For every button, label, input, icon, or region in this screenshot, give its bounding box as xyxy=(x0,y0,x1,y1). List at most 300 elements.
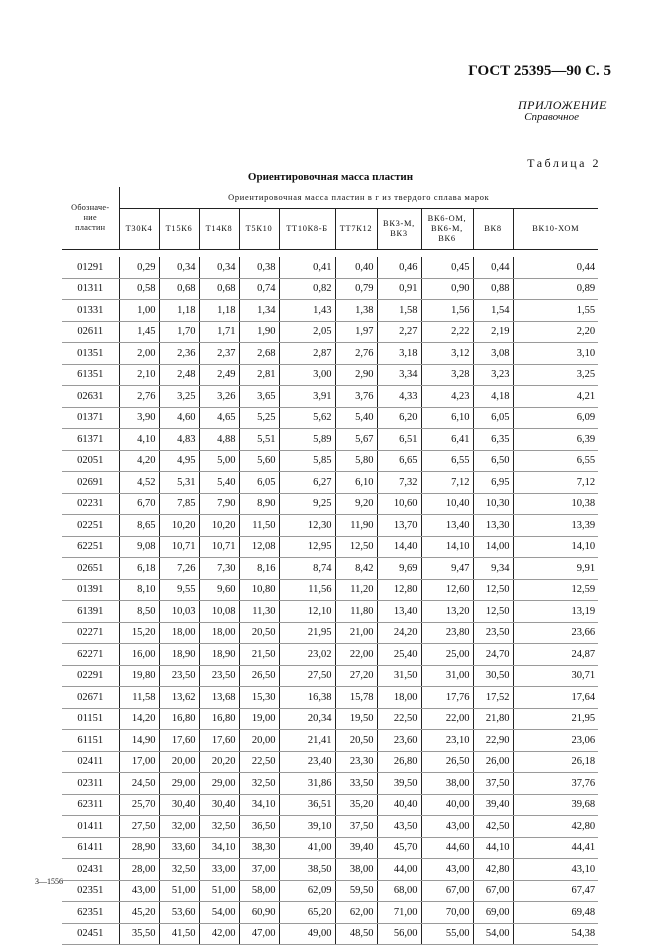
column-header xyxy=(513,209,598,250)
mass-cell: 3,25 xyxy=(159,386,199,408)
mass-cell: 8,16 xyxy=(239,558,279,580)
mass-cell: 9,25 xyxy=(279,493,335,515)
mass-cell: 6,95 xyxy=(473,472,513,494)
mass-cell: 18,90 xyxy=(199,644,239,666)
mass-cell: 9,34 xyxy=(473,558,513,580)
mass-cell: 1,97 xyxy=(335,321,377,343)
mass-cell: 11,20 xyxy=(335,579,377,601)
mass-cell: 4,65 xyxy=(199,407,239,429)
mass-cell: 1,55 xyxy=(513,300,598,322)
column-header-row xyxy=(62,209,598,250)
mass-cell: 5,40 xyxy=(199,472,239,494)
table-title: Ориентировочная масса пластин xyxy=(247,171,414,183)
mass-cell: 26,80 xyxy=(377,751,421,773)
mass-cell: 3,26 xyxy=(199,386,239,408)
mass-cell: 18,00 xyxy=(199,622,239,644)
mass-cell: 6,10 xyxy=(335,472,377,494)
plate-designation-cell: 02431 xyxy=(62,859,119,881)
mass-cell: 23,30 xyxy=(335,751,377,773)
mass-cell: 1,45 xyxy=(119,321,159,343)
mass-cell: 12,59 xyxy=(513,579,598,601)
mass-cell: 14,40 xyxy=(377,536,421,558)
mass-cell: 14,10 xyxy=(513,536,598,558)
mass-cell: 2,76 xyxy=(335,343,377,365)
mass-cell: 9,69 xyxy=(377,558,421,580)
mass-cell: 51,00 xyxy=(159,880,199,902)
mass-cell: 2,68 xyxy=(239,343,279,365)
plate-designation-cell: 02251 xyxy=(62,515,119,537)
mass-cell: 0,34 xyxy=(199,257,239,278)
mass-cell: 3,18 xyxy=(377,343,421,365)
table-row xyxy=(62,665,598,687)
mass-cell: 16,80 xyxy=(159,708,199,730)
mass-cell: 29,00 xyxy=(199,773,239,795)
mass-cell: 3,12 xyxy=(421,343,473,365)
mass-cell: 14,00 xyxy=(473,536,513,558)
column-header xyxy=(159,209,199,250)
mass-cell: 4,95 xyxy=(159,450,199,472)
mass-cell: 8,74 xyxy=(279,558,335,580)
mass-cell: 6,09 xyxy=(513,407,598,429)
mass-cell: 5,67 xyxy=(335,429,377,451)
mass-cell: 36,51 xyxy=(279,794,335,816)
column-header xyxy=(421,209,473,250)
mass-cell: 38,50 xyxy=(279,859,335,881)
mass-cell: 71,00 xyxy=(377,902,421,924)
mass-cell: 15,20 xyxy=(119,622,159,644)
mass-cell: 3,76 xyxy=(335,386,377,408)
mass-cell: 21,80 xyxy=(473,708,513,730)
mass-cell: 67,00 xyxy=(473,880,513,902)
column-header xyxy=(239,209,279,250)
mass-cell: 14,10 xyxy=(421,536,473,558)
mass-cell: 0,44 xyxy=(473,257,513,278)
mass-cell: 12,50 xyxy=(473,601,513,623)
mass-cell: 12,95 xyxy=(279,536,335,558)
mass-cell: 44,41 xyxy=(513,837,598,859)
plate-designation-cell: 62271 xyxy=(62,644,119,666)
mass-cell: 0,68 xyxy=(159,278,199,300)
mass-cell: 26,50 xyxy=(421,751,473,773)
mass-cell: 2,49 xyxy=(199,364,239,386)
mass-cell: 0,82 xyxy=(279,278,335,300)
mass-cell: 10,40 xyxy=(421,493,473,515)
plate-designation-cell: 01371 xyxy=(62,407,119,429)
mass-cell: 13,70 xyxy=(377,515,421,537)
mass-cell: 7,26 xyxy=(159,558,199,580)
mass-cell: 4,10 xyxy=(119,429,159,451)
mass-cell: 6,70 xyxy=(119,493,159,515)
mass-cell: 3,23 xyxy=(473,364,513,386)
mass-cell: 6,65 xyxy=(377,450,421,472)
plate-designation-cell: 61371 xyxy=(62,429,119,451)
mass-cell: 54,38 xyxy=(513,923,598,945)
column-header-line: ВК8 xyxy=(484,224,502,233)
mass-cell: 65,20 xyxy=(279,902,335,924)
mass-cell: 2,20 xyxy=(513,321,598,343)
mass-cell: 62,09 xyxy=(279,880,335,902)
plate-designation-cell: 61411 xyxy=(62,837,119,859)
mass-cell: 4,88 xyxy=(199,429,239,451)
mass-cell: 31,00 xyxy=(421,665,473,687)
mass-cell: 21,95 xyxy=(513,708,598,730)
mass-cell: 34,10 xyxy=(239,794,279,816)
table-row xyxy=(62,450,598,472)
mass-cell: 8,65 xyxy=(119,515,159,537)
mass-cell: 44,10 xyxy=(473,837,513,859)
mass-cell: 39,68 xyxy=(513,794,598,816)
mass-cell: 23,50 xyxy=(199,665,239,687)
mass-cell: 13,40 xyxy=(421,515,473,537)
mass-cell: 5,89 xyxy=(279,429,335,451)
column-header-line: Т15К6 xyxy=(165,224,193,233)
mass-cell: 0,34 xyxy=(159,257,199,278)
mass-cell: 36,50 xyxy=(239,816,279,838)
mass-cell: 0,91 xyxy=(377,278,421,300)
plate-designation-cell: 02411 xyxy=(62,751,119,773)
table-row xyxy=(62,472,598,494)
mass-cell: 0,89 xyxy=(513,278,598,300)
mass-cell: 24,87 xyxy=(513,644,598,666)
mass-cell: 2,90 xyxy=(335,364,377,386)
mass-cell: 45,70 xyxy=(377,837,421,859)
plate-designation-cell: 01311 xyxy=(62,278,119,300)
table-row xyxy=(62,558,598,580)
mass-cell: 6,50 xyxy=(473,450,513,472)
column-header xyxy=(119,209,159,250)
mass-cell: 3,10 xyxy=(513,343,598,365)
mass-cell: 44,00 xyxy=(377,859,421,881)
mass-cell: 3,34 xyxy=(377,364,421,386)
mass-cell: 39,40 xyxy=(335,837,377,859)
mass-cell: 13,68 xyxy=(199,687,239,709)
mass-cell: 21,41 xyxy=(279,730,335,752)
mass-cell: 62,00 xyxy=(335,902,377,924)
mass-cell: 2,48 xyxy=(159,364,199,386)
mass-cell: 33,60 xyxy=(159,837,199,859)
mass-cell: 7,90 xyxy=(199,493,239,515)
plate-designation-cell: 01291 xyxy=(62,257,119,278)
mass-cell: 2,37 xyxy=(199,343,239,365)
mass-cell: 24,70 xyxy=(473,644,513,666)
table-row xyxy=(62,386,598,408)
column-header-line: Т5К10 xyxy=(245,224,273,233)
mass-cell: 13,40 xyxy=(377,601,421,623)
mass-cell: 5,62 xyxy=(279,407,335,429)
mass-cell: 2,00 xyxy=(119,343,159,365)
mass-cell: 1,58 xyxy=(377,300,421,322)
mass-cell: 12,50 xyxy=(473,579,513,601)
mass-cell: 54,00 xyxy=(473,923,513,945)
mass-cell: 23,80 xyxy=(421,622,473,644)
mass-cell: 37,50 xyxy=(473,773,513,795)
mass-cell: 27,20 xyxy=(335,665,377,687)
mass-cell: 3,91 xyxy=(279,386,335,408)
table-row xyxy=(62,579,598,601)
plate-designation-cell: 61391 xyxy=(62,601,119,623)
mass-cell: 2,05 xyxy=(279,321,335,343)
mass-cell: 20,20 xyxy=(199,751,239,773)
mass-cell: 49,00 xyxy=(279,923,335,945)
mass-cell: 9,20 xyxy=(335,493,377,515)
mass-cell: 25,40 xyxy=(377,644,421,666)
mass-cell: 22,50 xyxy=(377,708,421,730)
mass-cell: 4,18 xyxy=(473,386,513,408)
table-row xyxy=(62,687,598,709)
mass-cell: 17,52 xyxy=(473,687,513,709)
plate-mass-table xyxy=(62,187,598,945)
mass-cell: 4,60 xyxy=(159,407,199,429)
mass-cell: 25,00 xyxy=(421,644,473,666)
mass-cell: 10,80 xyxy=(239,579,279,601)
mass-cell: 22,00 xyxy=(335,644,377,666)
mass-cell: 59,50 xyxy=(335,880,377,902)
table-row xyxy=(62,923,598,945)
mass-cell: 7,32 xyxy=(377,472,421,494)
mass-cell: 68,00 xyxy=(377,880,421,902)
mass-cell: 16,80 xyxy=(199,708,239,730)
mass-cell: 42,00 xyxy=(199,923,239,945)
column-header-line: Т30К4 xyxy=(125,224,153,233)
mass-cell: 4,21 xyxy=(513,386,598,408)
mass-cell: 6,05 xyxy=(473,407,513,429)
mass-cell: 43,00 xyxy=(421,816,473,838)
mass-cell: 20,50 xyxy=(335,730,377,752)
mass-cell: 28,90 xyxy=(119,837,159,859)
mass-cell: 9,47 xyxy=(421,558,473,580)
mass-cell: 41,00 xyxy=(279,837,335,859)
mass-cell: 3,08 xyxy=(473,343,513,365)
column-header xyxy=(377,209,421,250)
mass-cell: 10,20 xyxy=(199,515,239,537)
mass-cell: 43,00 xyxy=(119,880,159,902)
mass-cell: 3,25 xyxy=(513,364,598,386)
mass-cell: 3,90 xyxy=(119,407,159,429)
mass-cell: 47,00 xyxy=(239,923,279,945)
mass-cell: 1,54 xyxy=(473,300,513,322)
mass-cell: 6,55 xyxy=(513,450,598,472)
plate-designation-cell: 61351 xyxy=(62,364,119,386)
mass-cell: 5,40 xyxy=(335,407,377,429)
mass-cell: 2,76 xyxy=(119,386,159,408)
mass-cell: 0,38 xyxy=(239,257,279,278)
mass-cell: 45,20 xyxy=(119,902,159,924)
column-header-line: ТТ10К8-Б xyxy=(286,224,328,233)
mass-cell: 0,44 xyxy=(513,257,598,278)
mass-cell: 7,12 xyxy=(513,472,598,494)
table-row xyxy=(62,859,598,881)
header-separator xyxy=(62,250,598,258)
mass-cell: 24,50 xyxy=(119,773,159,795)
table-row xyxy=(62,300,598,322)
mass-cell: 37,50 xyxy=(335,816,377,838)
mass-cell: 6,20 xyxy=(377,407,421,429)
table-row xyxy=(62,364,598,386)
mass-cell: 10,08 xyxy=(199,601,239,623)
mass-cell: 11,56 xyxy=(279,579,335,601)
mass-cell: 2,10 xyxy=(119,364,159,386)
mass-cell: 7,12 xyxy=(421,472,473,494)
plate-designation-cell: 02671 xyxy=(62,687,119,709)
column-header-line: ВК6 xyxy=(438,234,456,243)
mass-cell: 21,95 xyxy=(279,622,335,644)
mass-cell: 54,00 xyxy=(199,902,239,924)
mass-cell: 0,58 xyxy=(119,278,159,300)
plate-designation-cell: 01411 xyxy=(62,816,119,838)
plate-designation-cell: 02311 xyxy=(62,773,119,795)
table-row xyxy=(62,321,598,343)
mass-cell: 2,81 xyxy=(239,364,279,386)
mass-cell: 30,71 xyxy=(513,665,598,687)
mass-cell: 17,76 xyxy=(421,687,473,709)
plate-designation-cell: 02271 xyxy=(62,622,119,644)
mass-cell: 1,38 xyxy=(335,300,377,322)
id-header-line: ние xyxy=(83,213,97,222)
mass-cell: 39,50 xyxy=(377,773,421,795)
mass-cell: 1,70 xyxy=(159,321,199,343)
mass-cell: 38,00 xyxy=(421,773,473,795)
mass-cell: 30,50 xyxy=(473,665,513,687)
mass-cell: 15,30 xyxy=(239,687,279,709)
mass-cell: 8,50 xyxy=(119,601,159,623)
mass-cell: 5,31 xyxy=(159,472,199,494)
mass-cell: 28,00 xyxy=(119,859,159,881)
mass-cell: 58,00 xyxy=(239,880,279,902)
mass-cell: 69,48 xyxy=(513,902,598,924)
mass-cell: 9,55 xyxy=(159,579,199,601)
mass-cell: 11,58 xyxy=(119,687,159,709)
mass-cell: 35,50 xyxy=(119,923,159,945)
table-row xyxy=(62,536,598,558)
column-header xyxy=(473,209,513,250)
mass-cell: 31,50 xyxy=(377,665,421,687)
mass-cell: 42,80 xyxy=(473,859,513,881)
mass-cell: 1,71 xyxy=(199,321,239,343)
mass-cell: 70,00 xyxy=(421,902,473,924)
mass-cell: 32,50 xyxy=(159,859,199,881)
table-row xyxy=(62,343,598,365)
plate-designation-cell: 02051 xyxy=(62,450,119,472)
mass-cell: 6,35 xyxy=(473,429,513,451)
mass-cell: 1,18 xyxy=(159,300,199,322)
mass-cell: 48,50 xyxy=(335,923,377,945)
mass-cell: 0,79 xyxy=(335,278,377,300)
mass-cell: 6,27 xyxy=(279,472,335,494)
mass-cell: 43,00 xyxy=(421,859,473,881)
mass-cell: 27,50 xyxy=(279,665,335,687)
mass-cell: 1,43 xyxy=(279,300,335,322)
mass-cell: 8,90 xyxy=(239,493,279,515)
column-header-line: ВК3 xyxy=(390,229,408,238)
column-header xyxy=(335,209,377,250)
mass-cell: 4,52 xyxy=(119,472,159,494)
mass-cell: 0,29 xyxy=(119,257,159,278)
plate-designation-cell: 01391 xyxy=(62,579,119,601)
plate-designation-cell: 02631 xyxy=(62,386,119,408)
mass-cell: 0,68 xyxy=(199,278,239,300)
mass-cell: 12,80 xyxy=(377,579,421,601)
mass-cell: 8,42 xyxy=(335,558,377,580)
mass-cell: 1,18 xyxy=(199,300,239,322)
id-header-line: пластин xyxy=(75,223,106,232)
mass-cell: 55,00 xyxy=(421,923,473,945)
mass-cell: 44,60 xyxy=(421,837,473,859)
mass-cell: 43,50 xyxy=(377,816,421,838)
mass-cell: 17,60 xyxy=(159,730,199,752)
mass-cell: 2,27 xyxy=(377,321,421,343)
page-footer-note: 3—1556 xyxy=(35,877,63,886)
mass-cell: 53,60 xyxy=(159,902,199,924)
table-row xyxy=(62,644,598,666)
appendix-type: Справочное xyxy=(524,111,579,123)
id-header-line: Обозначе- xyxy=(71,203,110,212)
mass-cell: 7,30 xyxy=(199,558,239,580)
mass-cell: 23,40 xyxy=(279,751,335,773)
mass-cell: 10,60 xyxy=(377,493,421,515)
plate-designation-cell: 62351 xyxy=(62,902,119,924)
mass-cell: 10,20 xyxy=(159,515,199,537)
mass-cell: 18,00 xyxy=(159,622,199,644)
plate-designation-cell: 61151 xyxy=(62,730,119,752)
mass-cell: 6,51 xyxy=(377,429,421,451)
mass-cell: 32,00 xyxy=(159,816,199,838)
mass-cell: 17,64 xyxy=(513,687,598,709)
mass-cell: 22,00 xyxy=(421,708,473,730)
mass-cell: 12,08 xyxy=(239,536,279,558)
mass-cell: 17,60 xyxy=(199,730,239,752)
plate-designation-cell: 62311 xyxy=(62,794,119,816)
plate-designation-cell: 02291 xyxy=(62,665,119,687)
mass-cell: 23,02 xyxy=(279,644,335,666)
mass-cell: 10,71 xyxy=(159,536,199,558)
column-header-line: ВК3-М, xyxy=(383,219,415,228)
mass-cell: 6,10 xyxy=(421,407,473,429)
mass-cell: 29,00 xyxy=(159,773,199,795)
mass-cell: 18,00 xyxy=(377,687,421,709)
mass-cell: 20,34 xyxy=(279,708,335,730)
column-header xyxy=(279,209,335,250)
mass-cell: 51,00 xyxy=(199,880,239,902)
mass-cell: 33,50 xyxy=(335,773,377,795)
mass-cell: 6,39 xyxy=(513,429,598,451)
mass-cell: 5,25 xyxy=(239,407,279,429)
mass-cell: 0,40 xyxy=(335,257,377,278)
mass-cell: 23,50 xyxy=(473,622,513,644)
table-row xyxy=(62,773,598,795)
mass-cell: 13,20 xyxy=(421,601,473,623)
mass-cell: 11,50 xyxy=(239,515,279,537)
mass-cell: 42,80 xyxy=(513,816,598,838)
mass-cell: 11,30 xyxy=(239,601,279,623)
table-row xyxy=(62,257,598,278)
mass-cell: 1,90 xyxy=(239,321,279,343)
mass-cell: 27,50 xyxy=(119,816,159,838)
mass-cell: 5,60 xyxy=(239,450,279,472)
mass-cell: 19,80 xyxy=(119,665,159,687)
mass-cell: 60,90 xyxy=(239,902,279,924)
mass-cell: 0,74 xyxy=(239,278,279,300)
table-row xyxy=(62,902,598,924)
plate-designation-cell: 02351 xyxy=(62,880,119,902)
mass-cell: 56,00 xyxy=(377,923,421,945)
column-header-line: Т14К8 xyxy=(205,224,233,233)
mass-cell: 38,00 xyxy=(335,859,377,881)
mass-cell: 5,00 xyxy=(199,450,239,472)
group-header: Ориентировочная масса пластин в г из твердого сплава марок xyxy=(119,187,598,209)
plate-designation-cell: 02691 xyxy=(62,472,119,494)
mass-cell: 4,83 xyxy=(159,429,199,451)
mass-cell: 69,00 xyxy=(473,902,513,924)
